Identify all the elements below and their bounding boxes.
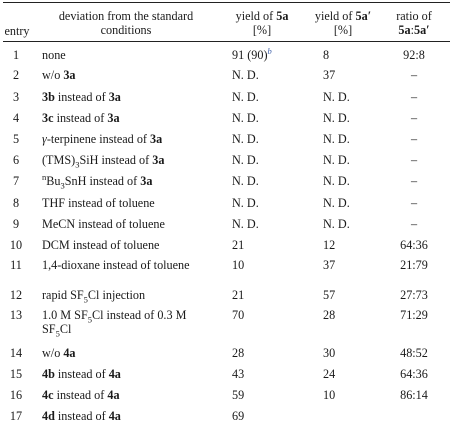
y5a-part: N. D. <box>232 68 259 82</box>
dev-part: Cl <box>59 322 72 336</box>
deviation-cell <box>42 153 202 170</box>
header-entry: entry <box>4 24 30 38</box>
y5a-part: N. D. <box>232 153 259 167</box>
y5a-part: b <box>267 45 272 56</box>
dev-part: 5 <box>55 328 60 339</box>
yield-5ap-cell: 24 <box>323 367 336 381</box>
yield-5ap-cell: N. D. <box>323 196 350 210</box>
deviation-cell <box>42 238 202 252</box>
entry-cell: 12 <box>9 288 23 302</box>
deviation-cell <box>42 171 202 191</box>
y5a-part: 21 <box>232 238 245 252</box>
entry-cell: 17 <box>9 409 23 423</box>
deviation-cell <box>42 346 202 360</box>
yield-5ap-cell: 37 <box>323 258 336 272</box>
dev-part: 4d <box>42 409 55 423</box>
header-deviation: deviation from the standard conditions <box>58 9 194 37</box>
y5a-part: 70 <box>232 308 245 322</box>
ratio-cell: – <box>410 174 418 188</box>
ratio-cell: – <box>410 90 418 104</box>
dev-part: none <box>42 48 66 62</box>
deviation-cell <box>42 367 202 381</box>
deviation-cell <box>42 68 202 82</box>
yield-5a-cell <box>232 238 244 252</box>
dev-part: instead of <box>54 367 109 381</box>
dev-part: instead of <box>53 111 108 125</box>
ratio-cell: – <box>410 196 418 210</box>
dev-part: 4a <box>108 367 121 381</box>
entry-cell: 11 <box>10 258 22 272</box>
deviation-cell <box>42 288 202 305</box>
dev-part: 4c <box>42 388 54 402</box>
dev-part: 3 <box>60 180 65 191</box>
yield-5a-cell <box>232 90 259 104</box>
y5a-part: 43 <box>232 367 245 381</box>
yield-5ap-cell: 12 <box>323 238 336 252</box>
yield-5ap-cell: N. D. <box>323 90 350 104</box>
dev-part: DCM instead of toluene <box>42 238 160 252</box>
dev-part: 3a <box>152 153 165 167</box>
dev-part: 4b <box>42 367 55 381</box>
dev-part: 4a <box>108 409 121 423</box>
yield-5a-cell <box>232 367 244 381</box>
yield-5a-cell <box>232 45 272 62</box>
entry-cell: 13 <box>9 308 23 322</box>
yield-5ap-cell: 28 <box>323 308 336 322</box>
entry-cell: 15 <box>9 367 23 381</box>
y5a-part: N. D. <box>232 90 259 104</box>
yield-5ap-cell: 57 <box>323 288 336 302</box>
y5a-part: 69 <box>232 409 245 423</box>
dev-part: instead of <box>54 409 109 423</box>
yield-5a-cell <box>232 153 259 167</box>
header-yield-5ap <box>304 9 382 37</box>
header-yield-5ap-prime: ′ <box>367 9 372 23</box>
header-yield-5ap-compound: 5a <box>355 9 368 23</box>
deviation-cell <box>42 90 202 104</box>
yield-5ap-cell: 30 <box>323 346 336 360</box>
deviation-cell <box>42 388 202 402</box>
ratio-cell: 64:36 <box>400 238 428 252</box>
header-yield-5a-text: yield of <box>235 9 277 23</box>
ratio-cell: 71:29 <box>400 308 428 322</box>
deviation-cell <box>42 48 202 62</box>
dev-part: Cl injection <box>87 288 146 302</box>
yield-5a-cell <box>232 388 244 402</box>
yield-5a-cell <box>232 288 244 302</box>
entry-cell: 1 <box>12 48 20 62</box>
yield-5a-cell <box>232 346 244 360</box>
dev-part: 4a <box>63 346 76 360</box>
yield-5ap-cell: N. D. <box>323 174 350 188</box>
ratio-cell: 86:14 <box>400 388 428 402</box>
yield-5a-cell <box>232 308 244 322</box>
y5a-part: N. D. <box>232 217 259 231</box>
yield-5ap-cell: 37 <box>323 68 336 82</box>
dev-part: 5 <box>83 294 88 305</box>
deviation-cell <box>42 111 202 125</box>
y5a-part: 21 <box>232 288 245 302</box>
y5a-part: N. D. <box>232 174 259 188</box>
entry-cell: 9 <box>12 217 20 231</box>
ratio-cell: 92:8 <box>403 48 425 62</box>
deviation-cell <box>42 217 202 231</box>
dev-part: SiH instead of <box>79 153 153 167</box>
dev-part: 3a <box>107 111 120 125</box>
dev-part: instead of <box>53 388 108 402</box>
entry-cell: 14 <box>9 346 23 360</box>
ratio-cell: 64:36 <box>400 367 428 381</box>
y5a-part: 10 <box>232 258 245 272</box>
dev-part: w/o <box>42 346 64 360</box>
header-ratio-text: ratio of <box>396 9 432 23</box>
ratio-cell: 27:73 <box>400 288 428 302</box>
yield-5a-cell <box>232 409 244 423</box>
ratio-cell: – <box>410 217 418 231</box>
yield-5a-cell <box>232 68 259 82</box>
dev-part: n <box>42 171 47 182</box>
dev-part: MeCN instead of toluene <box>42 217 165 231</box>
top-rule <box>3 2 450 3</box>
header-ratio-b: 5a <box>413 23 427 37</box>
ratio-cell: – <box>410 153 418 167</box>
header-yield-5ap-unit: [%] <box>333 23 353 37</box>
ratio-cell: – <box>410 68 418 82</box>
deviation-cell <box>42 258 202 272</box>
dev-part: 3a <box>150 132 163 146</box>
dev-part: Cl instead of 0.3 M SF <box>42 308 187 336</box>
yield-5ap-cell: 10 <box>323 388 336 402</box>
yield-5a-cell <box>232 132 259 146</box>
dev-part: 3c <box>42 111 54 125</box>
dev-part: 4a <box>107 388 120 402</box>
dev-part: 5 <box>87 314 92 325</box>
dev-part: -terpinene instead of <box>46 132 151 146</box>
dev-part: w/o <box>42 68 64 82</box>
entry-cell: 4 <box>12 111 20 125</box>
dev-part: 1,4-dioxane instead of toluene <box>42 258 190 272</box>
dev-part: 3b <box>42 90 55 104</box>
dev-part: 3a <box>140 174 153 188</box>
entry-cell: 16 <box>9 388 23 402</box>
ratio-cell: – <box>410 132 418 146</box>
dev-part: 1.0 M SF <box>42 308 88 322</box>
deviation-cell <box>42 132 202 146</box>
header-yield-5a-compound: 5a <box>276 9 289 23</box>
dev-part: 3a <box>63 68 76 82</box>
entry-cell: 8 <box>12 196 20 210</box>
header-yield-5a <box>222 9 302 37</box>
ratio-cell: 48:52 <box>400 346 428 360</box>
header-ratio-colon: : <box>410 23 414 37</box>
yield-5a-cell <box>232 196 259 210</box>
yield-5ap-cell: N. D. <box>323 132 350 146</box>
dev-part: (TMS) <box>42 153 76 167</box>
yield-5ap-cell: N. D. <box>323 153 350 167</box>
dev-part: γ <box>42 132 47 146</box>
deviation-cell <box>42 308 202 339</box>
yield-5a-cell <box>232 258 244 272</box>
deviation-cell <box>42 409 202 423</box>
y5a-part: 91 (90) <box>232 48 268 62</box>
y5a-part: N. D. <box>232 196 259 210</box>
dev-part: 3a <box>108 90 121 104</box>
dev-part: rapid SF <box>42 288 84 302</box>
entry-cell: 2 <box>12 68 20 82</box>
entry-cell: 7 <box>12 174 20 188</box>
y5a-part: N. D. <box>232 111 259 125</box>
header-yield-5a-unit: [%] <box>252 23 272 37</box>
dev-part: Bu <box>46 174 61 188</box>
yield-5a-cell <box>232 217 259 231</box>
deviation-cell <box>42 196 202 210</box>
y5a-part: N. D. <box>232 132 259 146</box>
yield-5ap-cell: N. D. <box>323 217 350 231</box>
dev-part: instead of <box>54 90 109 104</box>
entry-cell: 5 <box>12 132 20 146</box>
entry-cell: 3 <box>12 90 20 104</box>
dev-part: THF instead of toluene <box>42 196 155 210</box>
header-ratio-prime: ′ <box>426 23 430 37</box>
dev-part: SnH instead of <box>64 174 141 188</box>
ratio-cell: 21:79 <box>400 258 428 272</box>
header-ratio-a: 5a <box>398 23 411 37</box>
dev-part: 3 <box>75 159 80 170</box>
ratio-cell: – <box>410 111 418 125</box>
entry-cell: 6 <box>12 153 20 167</box>
yield-5ap-cell: N. D. <box>323 111 350 125</box>
yield-5a-cell <box>232 111 259 125</box>
entry-cell: 10 <box>9 238 23 252</box>
header-yield-5ap-text: yield of <box>314 9 356 23</box>
y5a-part: 59 <box>232 388 245 402</box>
yield-5ap-cell: 8 <box>323 48 330 62</box>
y5a-part: 28 <box>232 346 245 360</box>
yield-5a-cell <box>232 174 259 188</box>
header-ratio <box>382 9 446 37</box>
header-rule <box>3 41 450 42</box>
